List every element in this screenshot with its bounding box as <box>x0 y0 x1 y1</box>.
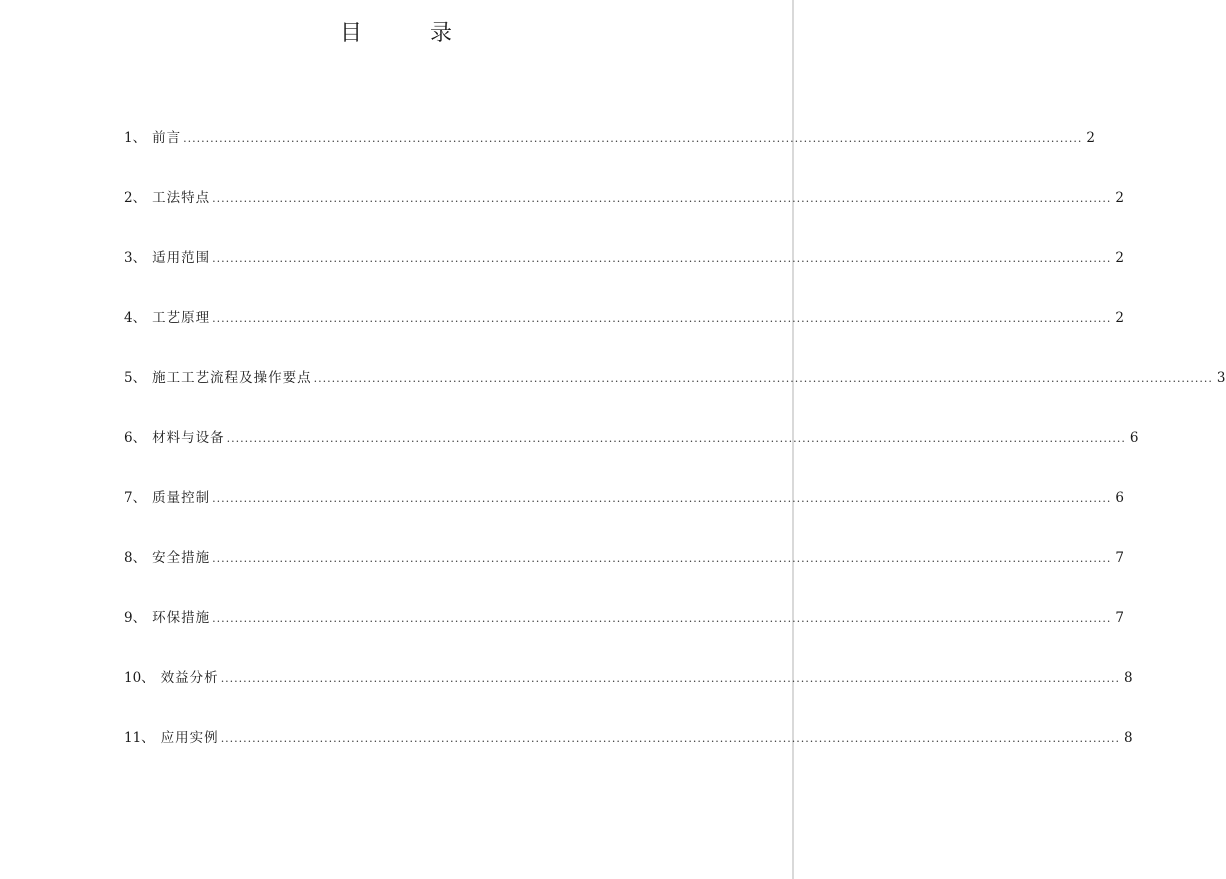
toc-entry-page: 2 <box>1115 310 1125 326</box>
page-title-left: 目 <box>339 21 364 46</box>
toc-dot-leader: ........................................................................................................................................................................................................ <box>212 252 1112 265</box>
toc-entry-title: 质量控制 <box>152 490 211 506</box>
toc-entry[interactable] <box>124 186 1125 246</box>
toc-entry-title: 环保措施 <box>152 610 211 626</box>
toc-dot-leader: ........................................................................................................................................................................................................ <box>212 192 1112 205</box>
toc-entry[interactable] <box>124 666 1133 726</box>
toc-entry[interactable] <box>124 246 1125 306</box>
toc-entry-title: 工法特点 <box>152 190 211 206</box>
toc-entry-number: 9、 <box>124 610 147 626</box>
toc-entry[interactable] <box>124 486 1125 546</box>
toc-dot-leader: ........................................................................................................................................................................................................ <box>212 612 1112 625</box>
toc-entry-title: 施工工艺流程及操作要点 <box>152 370 312 386</box>
page-title <box>0 18 794 50</box>
toc-dot-leader: ........................................................................................................................................................................................................ <box>212 552 1112 565</box>
toc-entry[interactable] <box>124 726 1133 786</box>
toc-entry-title: 效益分析 <box>160 670 219 686</box>
toc-entry-page: 2 <box>1086 130 1096 146</box>
toc-entry-number: 8、 <box>124 550 147 566</box>
toc-entry-number: 7、 <box>124 490 147 506</box>
toc-entry-page: 8 <box>1124 730 1133 746</box>
toc-entry-page: 8 <box>1124 670 1133 686</box>
toc-entry-page: 7 <box>1115 610 1125 626</box>
toc-entry-title: 材料与设备 <box>152 430 225 446</box>
toc-entry-title: 前言 <box>152 130 182 146</box>
toc-entry-number: 1、 <box>124 130 147 146</box>
toc-entry-number: 5、 <box>124 370 147 386</box>
toc-entry[interactable] <box>124 306 1125 366</box>
toc-dot-leader: ........................................................................................................................................................................................................ <box>212 312 1112 325</box>
toc-dot-leader: ........................................................................................................................................................................................................ <box>183 132 1083 145</box>
toc-entry-page: 6 <box>1129 430 1139 446</box>
toc-entry-page: 2 <box>1115 250 1125 266</box>
toc-entry-page: 3 <box>1216 370 1226 386</box>
toc-entry-title: 应用实例 <box>160 730 219 746</box>
page-title-right: 录 <box>430 21 455 46</box>
toc-dot-leader: ........................................................................................................................................................................................................ <box>212 492 1112 505</box>
toc-entry-number: 4、 <box>124 310 147 326</box>
toc-entry-page: 7 <box>1115 550 1125 566</box>
toc-entry-title: 安全措施 <box>152 550 211 566</box>
toc-entry[interactable] <box>124 126 1096 186</box>
toc-entry-number: 2、 <box>124 190 147 206</box>
toc-entry-page: 2 <box>1115 190 1125 206</box>
toc-entry[interactable] <box>124 366 1226 426</box>
toc-entry-number: 6、 <box>124 430 147 446</box>
toc-dot-leader: ........................................................................................................................................................................................................ <box>226 432 1126 445</box>
toc-entry-number: 11、 <box>124 730 155 746</box>
toc-entry-number: 3、 <box>124 250 147 266</box>
toc-entry[interactable] <box>124 606 1125 666</box>
toc-dot-leader: ........................................................................................................................................................................................................ <box>220 672 1121 685</box>
toc-entry-title: 适用范围 <box>152 250 211 266</box>
toc-entry-page: 6 <box>1115 490 1125 506</box>
toc-dot-leader: ........................................................................................................................................................................................................ <box>220 732 1121 745</box>
table-of-contents <box>124 126 1226 786</box>
toc-dot-leader: ........................................................................................................................................................................................................ <box>313 372 1213 385</box>
toc-entry-title: 工艺原理 <box>152 310 211 326</box>
toc-entry-number: 10、 <box>124 670 155 686</box>
toc-entry[interactable] <box>124 546 1125 606</box>
toc-entry[interactable] <box>124 426 1139 486</box>
